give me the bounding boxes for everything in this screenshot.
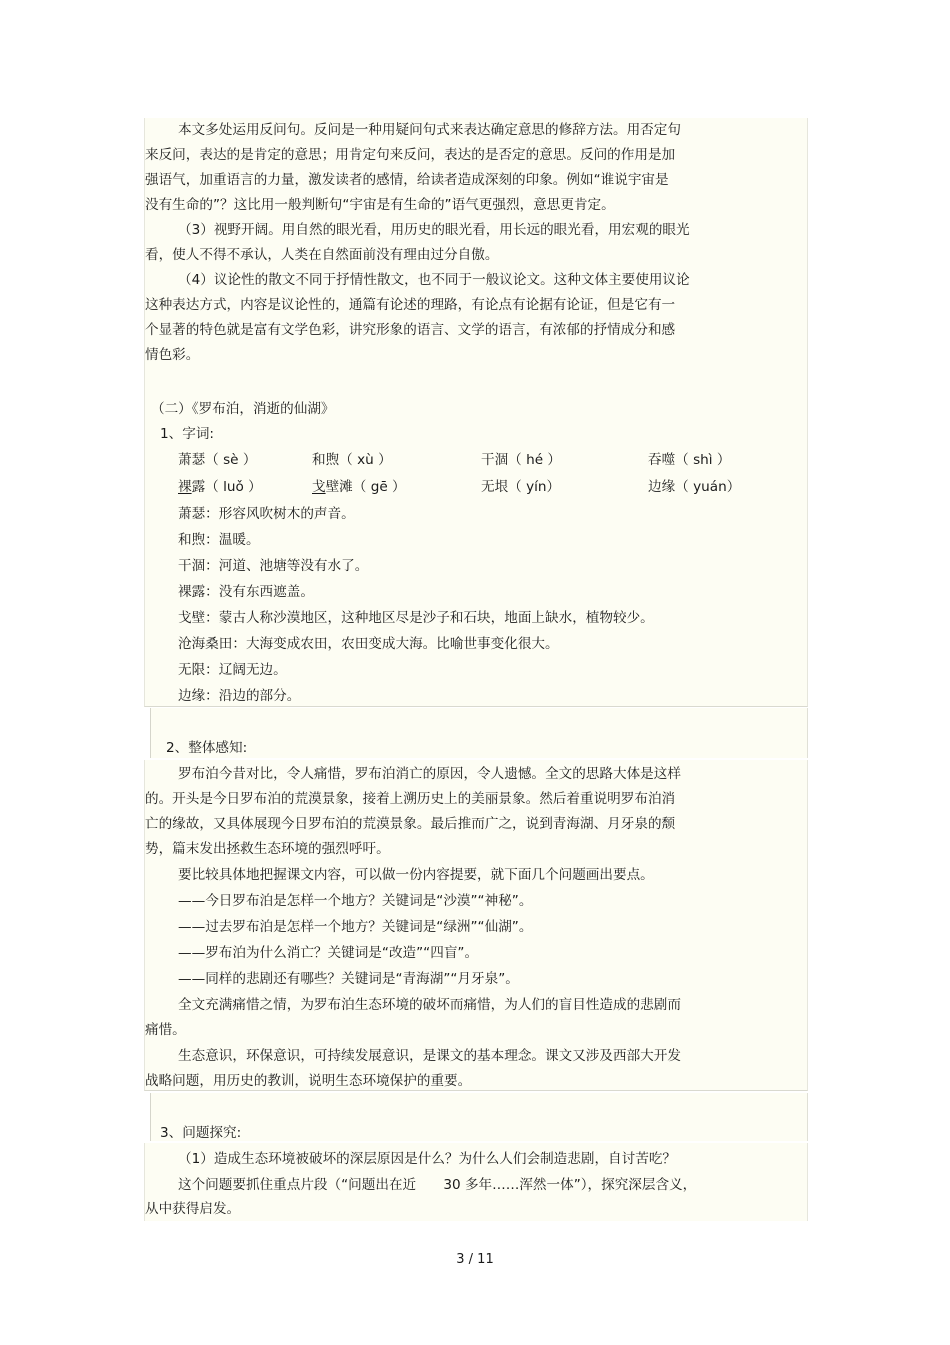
text-line: 来反问，表达的是肯定的意思；用肯定句来反问，表达的是否定的意思。反问的作用是加: [145, 147, 676, 163]
text-line: 生态意识，环保意识，可持续发展意识，是课文的基本理念。课文又涉及西部大开发: [178, 1048, 681, 1064]
text-line: 罗布泊今昔对比，令人痛惜，罗布泊消亡的原因，令人遗憾。全文的思路大体是这样: [178, 766, 681, 782]
text-line: 没有生命的”？这比用一般判断句“宇宙是有生命的”语气更强烈，意思更肯定。: [145, 197, 615, 213]
definition-item: 干涸：河道、池塘等没有水了。: [178, 558, 369, 574]
text-line: 亡的缘故，又具体展现今日罗布泊的荒漠景象。最后推而广之，说到青海湖、月牙泉的颓: [145, 816, 676, 832]
vocab-word: 萧瑟（ sè ）: [178, 452, 257, 468]
text-line: 要比较具体地把握课文内容，可以做一份内容提要，就下面几个问题画出要点。: [178, 867, 654, 883]
definition-item: 沧海桑田：大海变成农田，农田变成大海。比喻世事变化很大。: [178, 636, 559, 652]
text-line: 看，使人不得不承认，人类在自然面前没有理由过分自傲。: [145, 247, 499, 263]
text-line: （4）议论性的散文不同于抒情性散文，也不同于一般议论文。这种文体主要使用议论: [178, 272, 690, 288]
definition-item: 萧瑟：形容风吹树木的声音。: [178, 506, 355, 522]
vocab-word: 干涸（ hé ）: [481, 452, 561, 468]
text-line: 这种表达方式，内容是议论性的，通篇有论述的理路，有论点有论据有论证，但是它有一: [145, 297, 676, 313]
vocab-word: 和煦（ xù ）: [312, 452, 392, 468]
subheading-overview: 2、整体感知:: [166, 740, 248, 756]
definition-item: 和煦：温暖。: [178, 532, 260, 548]
vocab-word: 裸露（ luǒ ）: [178, 479, 262, 495]
text-line: ——今日罗布泊是怎样一个地方？关键词是“沙漠”“神秘”。: [178, 893, 533, 909]
definition-item: 戈壁：蒙古人称沙漠地区，这种地区尽是沙子和石块，地面上缺水，植物较少。: [178, 610, 654, 626]
text-line: （1）造成生态环境被破坏的深层原因是什么？为什么人们会制造悲剧，自讨苦吃？: [178, 1151, 677, 1167]
text-line: 的。开头是今日罗布泊的荒漠景象，接着上溯历史上的美丽景象。然后着重说明罗布泊消: [145, 791, 676, 807]
vocab-word: 边缘（ yuán）: [648, 479, 741, 495]
subheading-inquiry: 3、问题探究:: [160, 1125, 242, 1141]
definition-item: 边缘：沿边的部分。: [178, 688, 301, 704]
vocab-word: 吞噬（ shì ）: [648, 452, 731, 468]
text-line: （3）视野开阔。用自然的眼光看，用历史的眼光看，用长远的眼光看，用宏观的眼光: [178, 222, 690, 238]
subheading-vocab: 1、字词:: [160, 426, 215, 442]
vocab-word: 戈壁滩（ gē ）: [312, 479, 406, 495]
vocab-word: 无垠（ yín）: [481, 479, 561, 495]
text-line: 个显著的特色就是富有文学色彩，讲究形象的语言、文学的语言，有浓郁的抒情成分和感: [145, 322, 676, 338]
lesson-title: （二）《罗布泊，消逝的仙湖》: [151, 401, 335, 417]
text-line: 强语气，加重语言的力量，激发读者的感情，给读者造成深刻的印象。例如“谁说宇宙是: [145, 172, 669, 188]
text-line: 痛惜。: [145, 1022, 186, 1038]
definition-item: 无限：辽阔无边。: [178, 662, 287, 678]
text-line: ——过去罗布泊是怎样一个地方？关键词是“绿洲”“仙湖”。: [178, 919, 533, 935]
panel-heading-3: [150, 1093, 808, 1141]
text-line: 本文多处运用反问句。反问是一种用疑问句式来表达确定意思的修辞方法。用否定句: [178, 122, 681, 138]
text-line: 从中获得启发。: [145, 1201, 241, 1217]
text-line: ——同样的悲剧还有哪些？关键词是“青海湖”“月牙泉”。: [178, 971, 519, 987]
underlined-char: 裸: [178, 479, 192, 495]
panel-heading-2: [150, 708, 808, 758]
text-line: 战略问题，用历史的教训，说明生态环境保护的重要。: [145, 1073, 472, 1089]
text-line: 这个问题要抓住重点片段（“问题出在近 30 多年……浑然一体”），探究深层含义，: [178, 1177, 697, 1193]
underlined-char: 戈: [312, 479, 326, 495]
page-number: 3 / 11: [456, 1252, 494, 1267]
text-line: ——罗布泊为什么消亡？关键词是“改造”“四盲”。: [178, 945, 479, 961]
definition-item: 裸露：没有东西遮盖。: [178, 584, 314, 600]
text-line: 势，篇末发出拯救生态环境的强烈呼吁。: [145, 841, 390, 857]
text-line: 情色彩。: [145, 347, 200, 363]
text-line: 全文充满痛惜之情，为罗布泊生态环境的破坏而痛惜，为人们的盲目性造成的悲剧而: [178, 997, 681, 1013]
